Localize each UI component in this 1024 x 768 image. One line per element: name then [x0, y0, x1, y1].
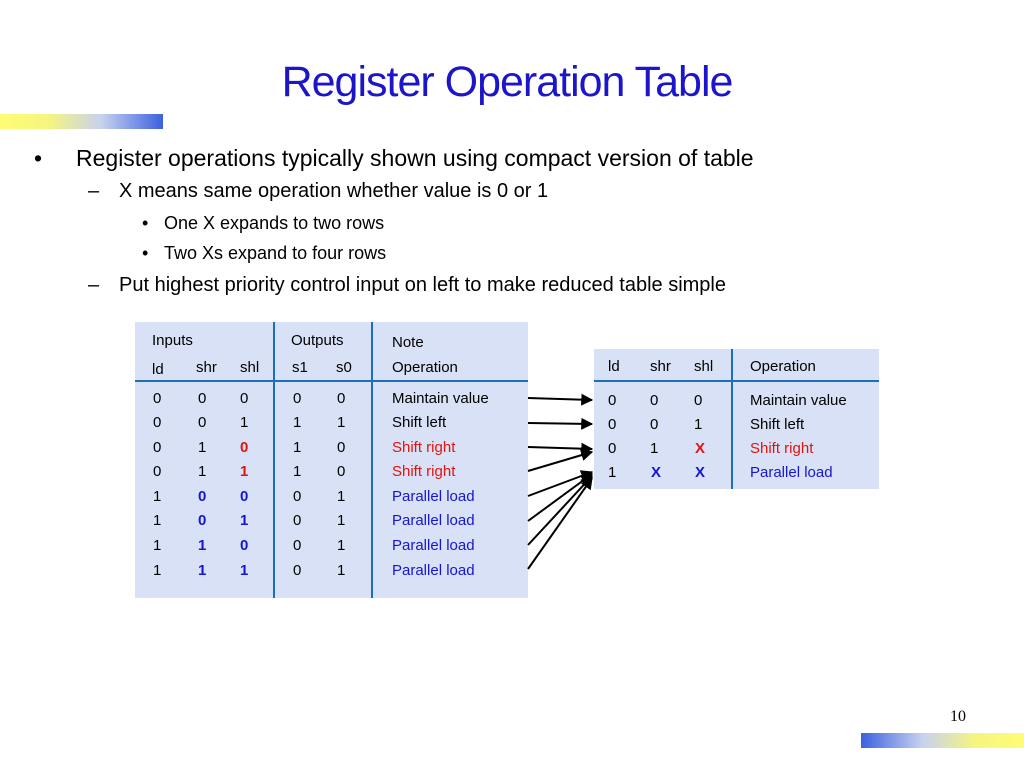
- cell-shr: 0: [650, 392, 659, 409]
- cell-shr-highlight: 1: [198, 537, 207, 554]
- cell-shl-dont-care: X: [695, 440, 706, 457]
- cell-shl-highlight: 1: [240, 463, 249, 480]
- cell-s0: 1: [337, 488, 346, 505]
- column-header-operation: Operation: [392, 359, 458, 376]
- column-header-shr: shr: [650, 358, 671, 375]
- cell-shl: 1: [694, 416, 703, 433]
- page-number: 10: [950, 708, 966, 725]
- column-header-ld: ld: [608, 358, 620, 375]
- cell-s0: 0: [337, 463, 346, 480]
- cell-ld: 0: [608, 392, 617, 409]
- bullet-marker: •: [142, 243, 149, 263]
- cell-ld: 0: [153, 414, 162, 431]
- cell-shr-dont-care: X: [651, 464, 662, 481]
- cell-operation: Shift left: [392, 414, 447, 431]
- column-header-s1: s1: [292, 359, 308, 376]
- cell-s0: 1: [337, 512, 346, 529]
- sub-sub-bullet-text: One X expands to two rows: [164, 213, 385, 233]
- cell-shr: 1: [198, 439, 207, 456]
- cell-shl-highlight: 0: [240, 439, 249, 456]
- outputs-group-header: Outputs: [291, 332, 344, 349]
- cell-s1: 1: [293, 414, 302, 431]
- note-group-header: Note: [392, 334, 424, 351]
- cell-shl-highlight: 0: [240, 488, 249, 505]
- cell-shr-highlight: 1: [198, 562, 207, 579]
- cell-s0: 1: [337, 414, 346, 431]
- cell-ld: 1: [608, 464, 617, 481]
- cell-shl: 0: [240, 390, 249, 407]
- slide-title: Register Operation Table: [281, 58, 733, 106]
- arrow-maintain: [528, 398, 592, 400]
- cell-ld: 1: [153, 562, 162, 579]
- column-header-shl: shl: [694, 358, 714, 375]
- cell-shr-highlight: 0: [198, 488, 207, 505]
- bullet-marker: •: [142, 213, 149, 233]
- cell-ld: 1: [153, 512, 162, 529]
- column-header-operation: Operation: [750, 358, 816, 375]
- cell-ld: 1: [153, 488, 162, 505]
- decorative-stripe-bottom: [861, 733, 1024, 748]
- cell-operation: Maintain value: [392, 390, 489, 407]
- column-header-shl: shl: [240, 359, 260, 376]
- cell-s0: 0: [337, 439, 346, 456]
- column-header-shr: shr: [196, 359, 217, 376]
- dash-marker: –: [88, 180, 100, 202]
- cell-shr-highlight: 0: [198, 512, 207, 529]
- cell-operation: Shift left: [750, 416, 805, 433]
- sub-bullet-text: X means same operation whether value is 0 or 1: [119, 180, 549, 202]
- cell-operation: Shift right: [750, 440, 814, 457]
- cell-s1: 1: [293, 463, 302, 480]
- cell-s1: 1: [293, 439, 302, 456]
- cell-shr: 1: [198, 463, 207, 480]
- cell-operation: Maintain value: [750, 392, 847, 409]
- dash-marker: –: [88, 274, 100, 296]
- cell-operation: Parallel load: [392, 512, 475, 529]
- cell-shr: 0: [198, 390, 207, 407]
- cell-ld: 0: [153, 390, 162, 407]
- cell-operation: Parallel load: [392, 537, 475, 554]
- cell-s1: 0: [293, 512, 302, 529]
- cell-s1: 0: [293, 562, 302, 579]
- arrow-parallel-2: [528, 474, 592, 521]
- cell-s1: 0: [293, 390, 302, 407]
- cell-operation: Parallel load: [750, 464, 833, 481]
- cell-shl-highlight: 1: [240, 512, 249, 529]
- arrow-shift-right-1: [528, 447, 592, 449]
- cell-shr: 0: [198, 414, 207, 431]
- cell-shr: 0: [650, 416, 659, 433]
- cell-shl-highlight: 0: [240, 537, 249, 554]
- cell-s0: 1: [337, 562, 346, 579]
- sub-sub-bullet-text: Two Xs expand to four rows: [164, 243, 387, 263]
- cell-shr: 1: [650, 440, 659, 457]
- cell-ld: 0: [608, 440, 617, 457]
- cell-operation: Parallel load: [392, 488, 475, 505]
- cell-operation: Parallel load: [392, 562, 475, 579]
- cell-s0: 1: [337, 537, 346, 554]
- cell-ld: 0: [153, 463, 162, 480]
- cell-ld: 0: [153, 439, 162, 456]
- column-header-s0: s0: [336, 359, 352, 376]
- cell-shl: 0: [694, 392, 703, 409]
- cell-s1: 0: [293, 488, 302, 505]
- cell-shl: 1: [240, 414, 249, 431]
- cell-operation: Shift right: [392, 439, 456, 456]
- column-header-ld: ld: [152, 361, 164, 378]
- arrow-shift-left: [528, 423, 592, 424]
- arrow-parallel-3: [528, 476, 592, 545]
- bullet-text: Register operations typically shown using compact version of table: [76, 145, 754, 171]
- arrow-shift-right-2: [528, 452, 592, 471]
- cell-shl-highlight: 1: [240, 562, 249, 579]
- cell-ld: 0: [608, 416, 617, 433]
- cell-operation: Shift right: [392, 463, 456, 480]
- cell-s1: 0: [293, 537, 302, 554]
- cell-s0: 0: [337, 390, 346, 407]
- inputs-group-header: Inputs: [152, 332, 193, 349]
- cell-ld: 1: [153, 537, 162, 554]
- bullet-marker: •: [34, 145, 43, 171]
- cell-shl-dont-care: X: [695, 464, 706, 481]
- sub-bullet-text: Put highest priority control input on left to make reduced table simple: [119, 274, 726, 296]
